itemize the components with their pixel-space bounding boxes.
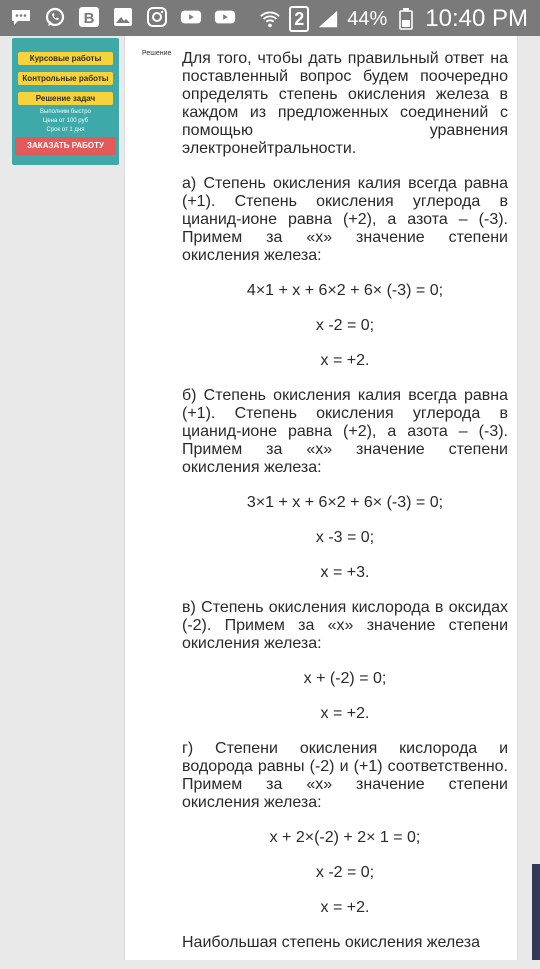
whatsapp-icon [44, 6, 66, 28]
ad-term-text: Срок от 1 дня [46, 127, 85, 133]
paragraph: Для того, чтобы дать правильный ответ на поставленный вопрос будем поочередно определять степень окисления железа в каждом из предложенных соединений с помощью уравнения электронейтральности. [182, 50, 508, 157]
equation: 4×1 + х + 6×2 + 6× (-3) = 0; [246, 282, 444, 299]
paragraph: Наибольшая степень окисления железа [182, 934, 480, 951]
sim2-label: 2 [294, 8, 305, 29]
equation: х -2 = 0; [315, 317, 375, 334]
equation: х + 2×(-2) + 2× 1 = 0; [269, 829, 421, 846]
solution-label: Решение [142, 50, 172, 57]
equation: х + (-2) = 0; [303, 670, 387, 687]
youtube-icon [180, 6, 202, 28]
paragraph: а) Степень окисления калия всегда равна (+1). Степень окисления углерода в цианид-ионе равна (+2), а азота – (-3). Примем за «х» значение степени окисления железа: [182, 175, 508, 264]
ad-banner[interactable] [12, 38, 119, 165]
paragraph: б) Степень окисления калия всегда равна (+1). Степень окисления углерода в цианид-ионе равна (+2), а азота – (-3). Примем за «х» значение степени окисления железа: [182, 387, 508, 476]
status-bar [0, 0, 540, 36]
clock: 10:40 PM [425, 5, 528, 32]
ad-order-button[interactable]: ЗАКАЗАТЬ РАБОТУ [15, 137, 116, 155]
signal-icon [317, 8, 339, 30]
ad-price-text: Цена от 100 руб [42, 118, 89, 124]
paragraph: в) Степень окисления кислорода в оксидах (-2). Примем за «х» значение степени окисления железа: [182, 599, 508, 652]
ad-problems-button[interactable]: Решение задач [18, 92, 113, 105]
equation: х = +3. [320, 564, 370, 581]
message-icon [10, 6, 32, 28]
equation: х -3 = 0; [315, 529, 375, 546]
scrollbar-thumb[interactable] [532, 864, 540, 960]
equation: 3×1 + х + 6×2 + 6× (-3) = 0; [246, 494, 444, 511]
svg-text:B: B [83, 10, 95, 27]
ad-tests-button[interactable]: Контрольные работы [18, 72, 113, 85]
battery-icon [395, 8, 417, 30]
equation: х = +2. [320, 352, 370, 369]
notification-icons [10, 6, 236, 28]
system-icons [259, 5, 528, 33]
battery-percent: 44% [347, 7, 388, 30]
solution-text [182, 50, 508, 969]
ad-course-work-button[interactable]: Курсовые работы [18, 52, 113, 65]
image-icon [112, 6, 134, 28]
sim2-icon [289, 6, 309, 32]
b-app-icon [78, 6, 100, 28]
instagram-icon [146, 6, 168, 28]
wifi-icon [259, 8, 281, 30]
paragraph: г) Степени окисления кислорода и водорода равны (-2) и (+1) соответственно. Примем за «х» значение степени окисления железа: [182, 740, 508, 811]
equation: х -2 = 0; [315, 864, 375, 881]
equation: х = +2. [320, 899, 370, 916]
ad-fast-text: Выполним быстро [40, 109, 91, 115]
youtube-icon-2 [214, 6, 236, 28]
equation: х = +2. [320, 705, 370, 722]
web-page[interactable] [0, 36, 540, 960]
